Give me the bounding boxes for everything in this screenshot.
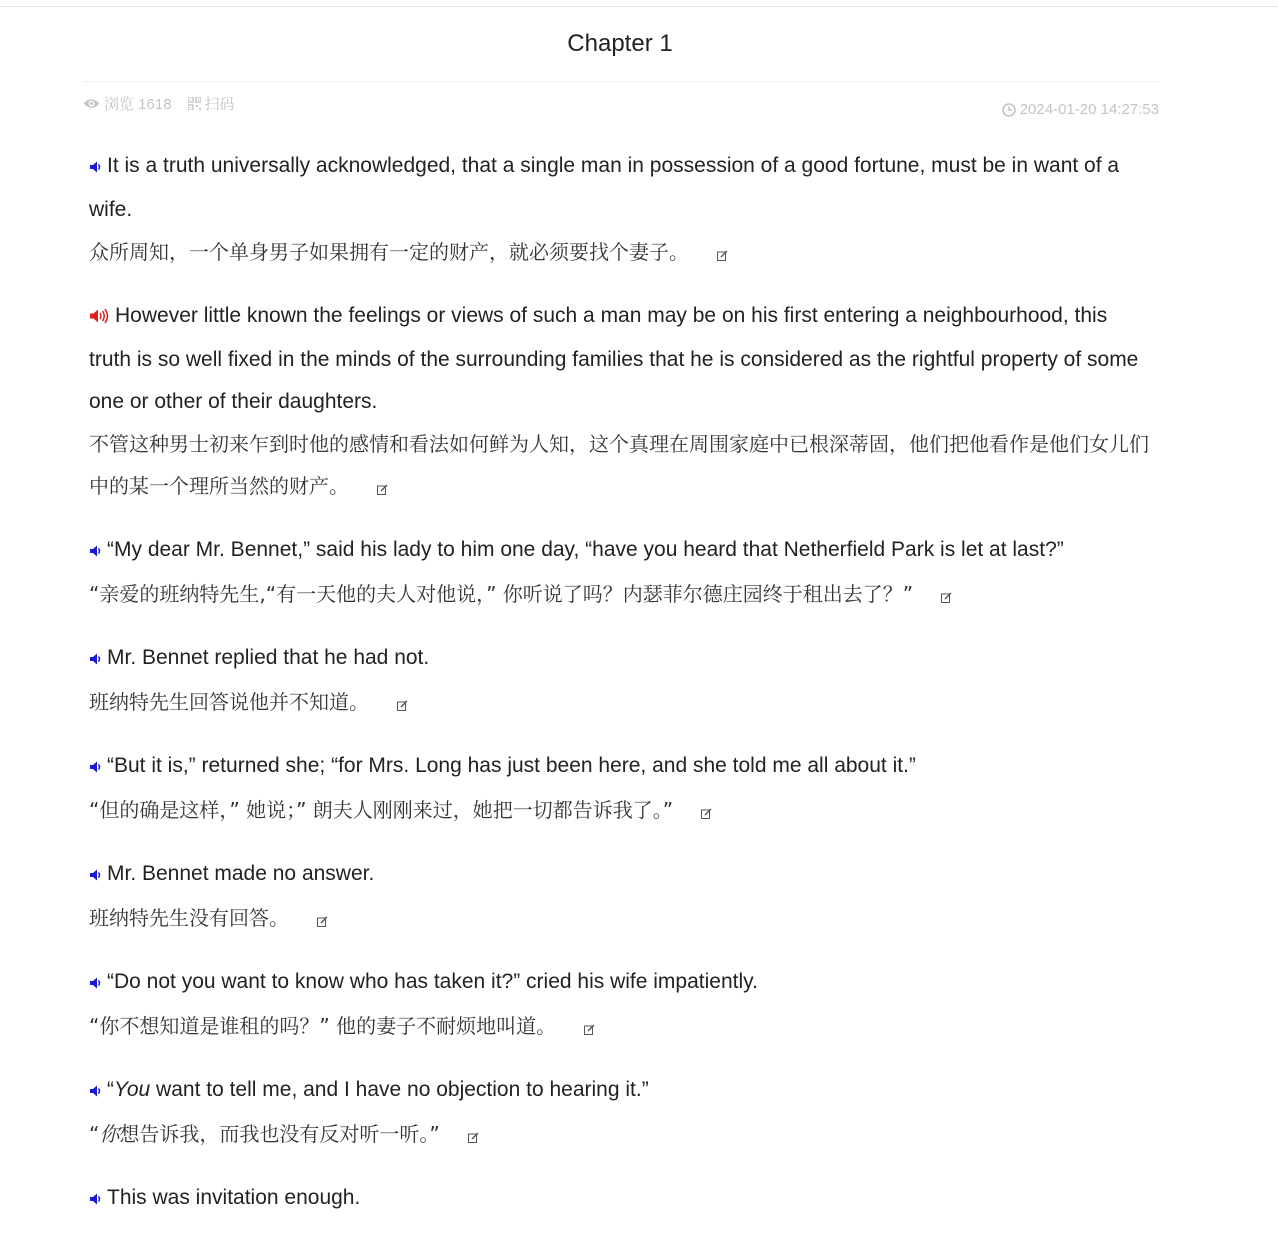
english-line — [89, 853, 1149, 897]
paragraph — [89, 145, 1149, 275]
chinese-text: 班纳特先生没有回答。 — [89, 906, 289, 930]
english-line — [89, 961, 1149, 1005]
timestamp: 2024-01-20 14:27:53 — [1019, 101, 1159, 118]
edit-icon[interactable] — [377, 467, 388, 509]
chinese-quote-open: “ — [89, 1122, 100, 1146]
title-divider — [83, 81, 1159, 82]
english-line — [89, 745, 1149, 789]
chinese-line — [89, 681, 1149, 725]
english-emphasis: You — [114, 1078, 151, 1101]
paragraph — [89, 529, 1149, 617]
english-line — [89, 295, 1149, 423]
views-counter — [83, 93, 172, 114]
publish-time — [1002, 101, 1159, 118]
views-label: 浏览 1618 — [104, 96, 172, 113]
chinese-text: 不管这种男士初来乍到时他的感情和看法如何鲜为人知，这个真理在周围家庭中已根深蒂固，他们把他看作是他们女儿们中的某一个理所当然的财产。 — [89, 432, 1149, 498]
chinese-line — [89, 423, 1149, 509]
speaker-icon[interactable] — [89, 531, 103, 573]
english-text: Mr. Bennet replied that he had not. — [107, 646, 430, 669]
edit-icon[interactable] — [317, 899, 328, 941]
meta-left — [83, 93, 235, 114]
edit-icon[interactable] — [584, 1007, 595, 1049]
eye-icon — [83, 98, 100, 109]
chinese-emphasis: 你 — [99, 1122, 120, 1146]
english-text: want to tell me, and I have no objection to hearing it.” — [150, 1078, 649, 1101]
edit-icon[interactable] — [468, 1115, 479, 1157]
edit-icon[interactable] — [717, 233, 728, 275]
scan-qr-button[interactable] — [188, 93, 235, 114]
english-text: “But it is,” returned she; “for Mrs. Long has just been here, and she told me all about it.” — [107, 754, 916, 777]
english-line — [89, 145, 1149, 231]
clock-icon — [1002, 103, 1016, 117]
top-divider — [0, 6, 1278, 7]
speaker-icon[interactable] — [89, 855, 103, 897]
article-body — [89, 145, 1149, 1241]
english-text: Mr. Bennet made no answer. — [107, 862, 375, 885]
chinese-text: 众所周知，一个单身男子如果拥有一定的财产，就必须要找个妻子。 — [89, 240, 689, 264]
scan-label: 扫码 — [204, 96, 235, 113]
english-text: “My dear Mr. Bennet,” said his lady to him one day, “have you heard that Netherfield Park is let at last?” — [107, 538, 1064, 561]
english-text: “Do not you want to know who has taken it?” cried his wife impatiently. — [107, 970, 758, 993]
chinese-line — [89, 1113, 1149, 1157]
paragraph — [89, 295, 1149, 509]
qrcode-icon — [188, 97, 201, 110]
english-text: This was invitation enough. — [107, 1186, 361, 1209]
chinese-line — [89, 231, 1149, 275]
meta-bar — [83, 93, 1159, 123]
chinese-text: “但的确是这样，” 她说；” 朗夫人刚刚来过，她把一切都告诉我了。” — [89, 798, 674, 822]
chinese-text: 想告诉我，而我也没有反对听一听。” — [119, 1122, 440, 1146]
speaker-icon[interactable] — [89, 1179, 103, 1221]
paragraph — [89, 1069, 1149, 1157]
page-title: Chapter 1 — [567, 30, 673, 57]
chinese-text: “你不想知道是谁租的吗？” 他的妻子不耐烦地叫道。 — [89, 1014, 557, 1038]
english-text: However little known the feelings or views of such a man may be on his first entering a neighbourhood, this truth is so well fixed in the minds of the surrounding families that he is considered as the rightful property of some one or other of their daughters. — [89, 304, 1139, 413]
english-line — [89, 529, 1149, 573]
speaker-icon[interactable] — [89, 639, 103, 681]
edit-icon[interactable] — [941, 575, 952, 617]
paragraph — [89, 637, 1149, 725]
chinese-text: “亲爱的班纳特先生,“有一天他的夫人对他说，” 你听说了吗？内瑟菲尔德庄园终于租出去了？” — [89, 582, 914, 606]
chinese-line — [89, 573, 1149, 617]
english-line — [89, 1177, 1149, 1221]
speaker-icon[interactable] — [89, 147, 103, 189]
english-line — [89, 637, 1149, 681]
chinese-line — [89, 1005, 1149, 1049]
chinese-text: 班纳特先生回答说他并不知道。 — [89, 690, 369, 714]
chinese-line — [89, 897, 1149, 941]
speaker-icon[interactable] — [89, 1071, 103, 1113]
english-quote-open: “ — [107, 1078, 114, 1101]
english-text: It is a truth universally acknowledged, that a single man in possession of a good fortune, must be in want of a wife. — [89, 154, 1120, 221]
paragraph — [89, 745, 1149, 833]
english-line — [89, 1069, 1149, 1113]
paragraph — [89, 853, 1149, 941]
chinese-line — [89, 789, 1149, 833]
edit-icon[interactable] — [701, 791, 712, 833]
speaker-icon[interactable] — [89, 747, 103, 789]
speaker-active-icon[interactable] — [89, 297, 111, 339]
paragraph — [89, 961, 1149, 1049]
paragraph — [89, 1177, 1149, 1221]
speaker-icon[interactable] — [89, 963, 103, 1005]
edit-icon[interactable] — [397, 683, 408, 725]
